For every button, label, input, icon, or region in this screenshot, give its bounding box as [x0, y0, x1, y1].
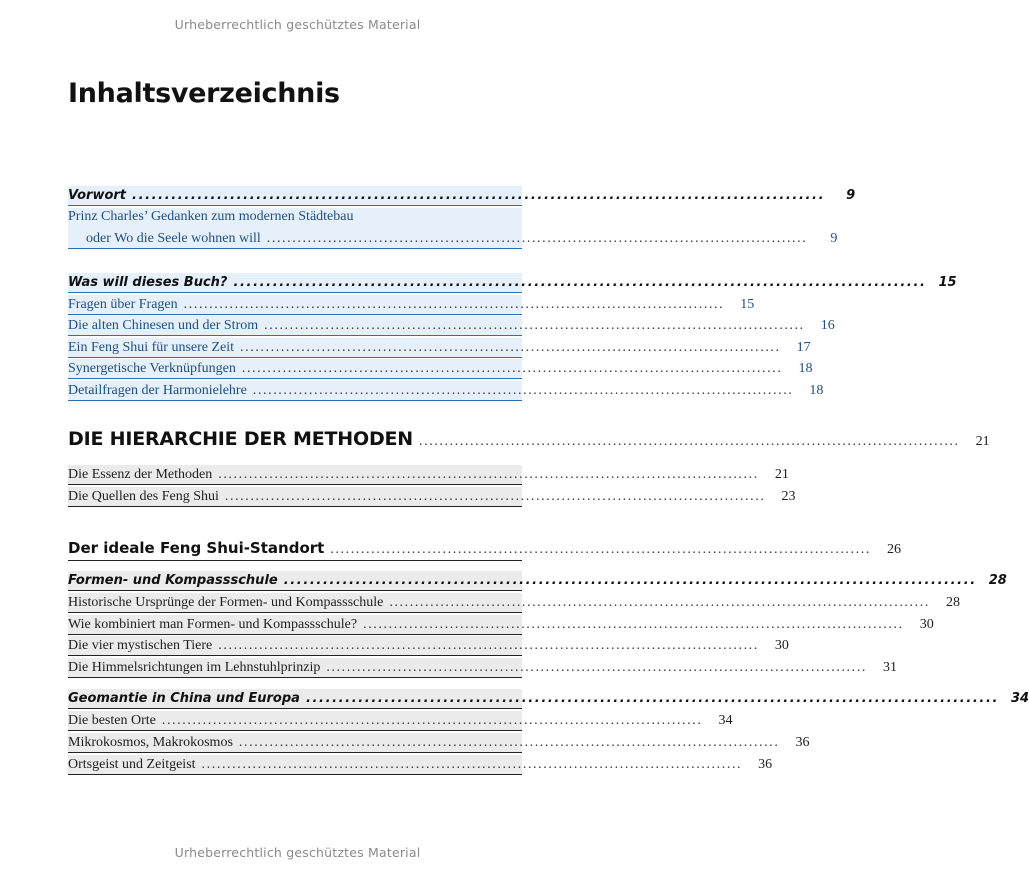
toc-page-number: 28: [988, 573, 1007, 588]
toc-entry-detailfragen[interactable]: [68, 381, 824, 401]
toc-page-number: 17: [796, 340, 811, 355]
toc-label: DIE HIERARCHIE DER METHODEN: [68, 428, 414, 450]
toc-leader: ..........................................................................................................: [305, 691, 1000, 706]
toc-entry-was-will-dieses-buch[interactable]: [68, 273, 957, 293]
toc-label: Ortsgeist und Zeitgeist: [68, 757, 196, 772]
toc-page-number: 18: [798, 361, 813, 376]
toc-entry-historische[interactable]: [68, 593, 960, 613]
toc-label: Formen- und Kompassschule: [68, 573, 278, 588]
toc-label: Die vier mystischen Tiere: [68, 638, 213, 653]
toc-entry-kombiniert[interactable]: [68, 615, 934, 635]
toc-label: Was will dieses Buch?: [68, 275, 228, 290]
toc-entry-himmelsrichtungen[interactable]: [68, 658, 897, 678]
toc-leader: ..........................................................................................................: [132, 188, 826, 203]
toc-page-number: 18: [809, 383, 824, 398]
toc-part-hierarchie[interactable]: [68, 428, 990, 454]
toc-entry-fragen[interactable]: [68, 295, 755, 315]
toc-page-number: 9: [830, 231, 838, 246]
toc-label-line2: oder Wo die Seele wohnen will: [86, 231, 261, 246]
toc-page-number: 23: [781, 489, 796, 504]
toc-label: Fragen über Fragen: [68, 297, 178, 312]
toc-leader: ..........................................................................................................: [240, 340, 781, 355]
toc-label: Vorwort: [68, 188, 127, 203]
toc-page-number: 30: [919, 617, 934, 632]
toc-page-number: 16: [820, 318, 835, 333]
toc-page-number: 26: [886, 542, 901, 557]
toc-label: Geomantie in China und Europa: [68, 691, 300, 706]
toc-label-line1: Prinz Charles’ Gedanken zum modernen Städtebau: [68, 209, 354, 224]
page-title: Inhaltsverzeichnis: [68, 78, 340, 109]
toc-entry-orte[interactable]: [68, 711, 733, 731]
toc-page-number: 21: [774, 467, 789, 482]
toc-leader: ..........................................................................................................: [218, 638, 759, 653]
toc-entry-synergetische[interactable]: [68, 359, 813, 379]
toc-leader: ..........................................................................................................: [201, 757, 743, 772]
toc-label: Historische Ursprünge der Formen- und Kompassschule: [68, 595, 384, 610]
copyright-watermark-top: Urheberrechtlich geschütztes Material: [174, 17, 421, 32]
toc-entry-quellen[interactable]: [68, 487, 796, 507]
toc-leader: ..........................................................................................................: [241, 361, 783, 376]
toc-page-number: 15: [740, 297, 755, 312]
toc-leader: ..........................................................................................................: [283, 573, 977, 588]
toc-leader: ..........................................................................................................: [233, 275, 927, 290]
toc-page-number: 34: [1010, 691, 1029, 706]
toc-leader: ..........................................................................................................: [252, 383, 794, 398]
toc-entry-prinz-charles[interactable]: [68, 208, 838, 249]
toc-page-number: 34: [718, 713, 733, 728]
toc-entry-formen[interactable]: [68, 571, 1007, 591]
toc-page-number: 36: [795, 735, 810, 750]
toc-page-number: 21: [975, 434, 990, 449]
toc-leader: ..........................................................................................................: [330, 542, 871, 557]
toc-leader: ..........................................................................................................: [161, 713, 703, 728]
toc-page-number: 28: [945, 595, 960, 610]
toc-label: Der ideale Feng Shui-Standort: [68, 539, 325, 557]
toc-page-number: 30: [774, 638, 789, 653]
toc-entry-feng-shui-zeit[interactable]: [68, 338, 811, 358]
toc-page-number: 15: [938, 275, 957, 290]
toc-entry-geomantie[interactable]: [68, 689, 1029, 709]
toc-entry-vorwort[interactable]: [68, 186, 856, 206]
toc-entry-chinesen[interactable]: [68, 316, 835, 336]
toc-page-number: 31: [882, 660, 897, 675]
toc-leader: ..........................................................................................................: [266, 231, 808, 246]
toc-entry-essenz[interactable]: [68, 465, 789, 485]
toc-leader: ..........................................................................................................: [389, 595, 930, 610]
toc-label: Detailfragen der Harmonielehre: [68, 383, 247, 398]
toc-leader: ..........................................................................................................: [238, 735, 780, 750]
toc-label: Die besten Orte: [68, 713, 156, 728]
toc-leader: ..........................................................................................................: [183, 297, 725, 312]
toc-leader: ..........................................................................................................: [264, 318, 805, 333]
toc-leader: ..........................................................................................................: [218, 467, 759, 482]
toc-label: Die Essenz der Methoden: [68, 467, 213, 482]
copyright-watermark-bottom: Urheberrechtlich geschütztes Material: [174, 845, 421, 860]
toc-entry-ortsgeist[interactable]: [68, 755, 773, 775]
toc-leader: ..........................................................................................................: [363, 617, 904, 632]
toc-entry-tiere[interactable]: [68, 636, 789, 656]
toc-entry-mikrokosmos[interactable]: [68, 733, 810, 753]
toc-leader: ..........................................................................................................: [419, 434, 960, 449]
toc-label: Die alten Chinesen und der Strom: [68, 318, 259, 333]
toc-page-number: 9: [846, 188, 856, 203]
toc-leader: ..........................................................................................................: [224, 489, 766, 504]
toc-label: Die Himmelsrichtungen im Lehnstuhlprinzip: [68, 660, 321, 675]
toc-label: Ein Feng Shui für unsere Zeit: [68, 340, 235, 355]
toc-page-number: 36: [758, 757, 773, 772]
toc-label: Wie kombiniert man Formen- und Kompassschule?: [68, 617, 358, 632]
toc-label: Synergetische Verknüpfungen: [68, 361, 236, 376]
toc-chapter-standort[interactable]: [68, 538, 901, 561]
toc-leader: ..........................................................................................................: [326, 660, 867, 675]
toc-label: Mikrokosmos, Makrokosmos: [68, 735, 233, 750]
toc-label: Die Quellen des Feng Shui: [68, 489, 219, 504]
